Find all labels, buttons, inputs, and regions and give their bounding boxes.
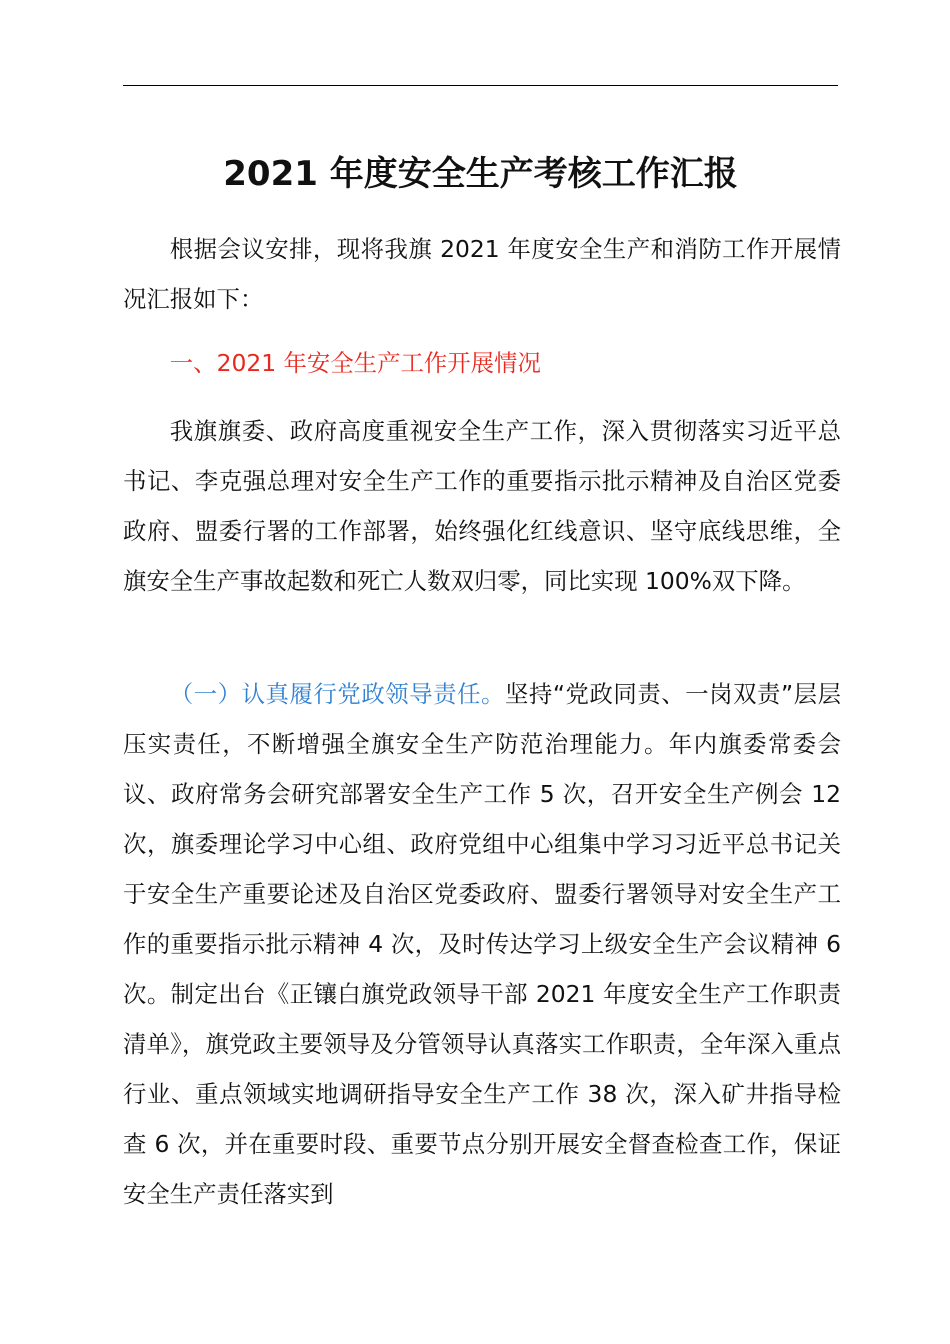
- section1-paragraph-1: 我旗旗委、政府高度重视安全生产工作，深入贯彻落实习近平总书记、李克强总理对安全生产工作的重要指示批示精神及自治区党委政府、盟委行署的工作部署，始终强化红线意识、坚守底线思维，全旗安全生产事故起数和死亡人数双归零，同比实现 100%双下降。: [123, 417, 841, 595]
- intro-paragraph: 根据会议安排，现将我旗 2021 年度安全生产和消防工作开展情况汇报如下：: [123, 235, 841, 313]
- subsection-heading-1: （一）认真履行党政领导责任。: [169, 680, 505, 708]
- section-heading-1: 一、2021 年安全生产工作开展情况: [169, 349, 541, 377]
- header-rule: [123, 85, 838, 86]
- document-title: 2021 年度安全生产考核工作汇报: [223, 154, 738, 194]
- subsection-1-text: 坚持“党政同责、一岗双责”层层压实责任，不断增强全旗安全生产防范治理能力。年内旗委常委会议、政府常务会研究部署安全生产工作 5 次，召开安全生产例会 12 次，旗委理论学习中心组、政府党组中心组集中学习习近平总书记关于安全生产重要论述及自治区党委政府、盟委行署领导对安全生产工作的重要指示批示精神 4 次，及时传达学习上级安全生产会议精神 6 次。制定出台《正镶白旗党政领导干部 2021 年度安全生产工作职责清单》，旗党政主要领导及分管领导认真落实工作职责，全年深入重点行业、重点领域实地调研指导安全生产工作 38 次，深入矿井指导检查 6 次，并在重要时段、重要节点分别开展安全督查检查工作，保证安全生产责任落实到: [123, 680, 841, 1208]
- subsection-1-paragraph: [123, 669, 841, 1219]
